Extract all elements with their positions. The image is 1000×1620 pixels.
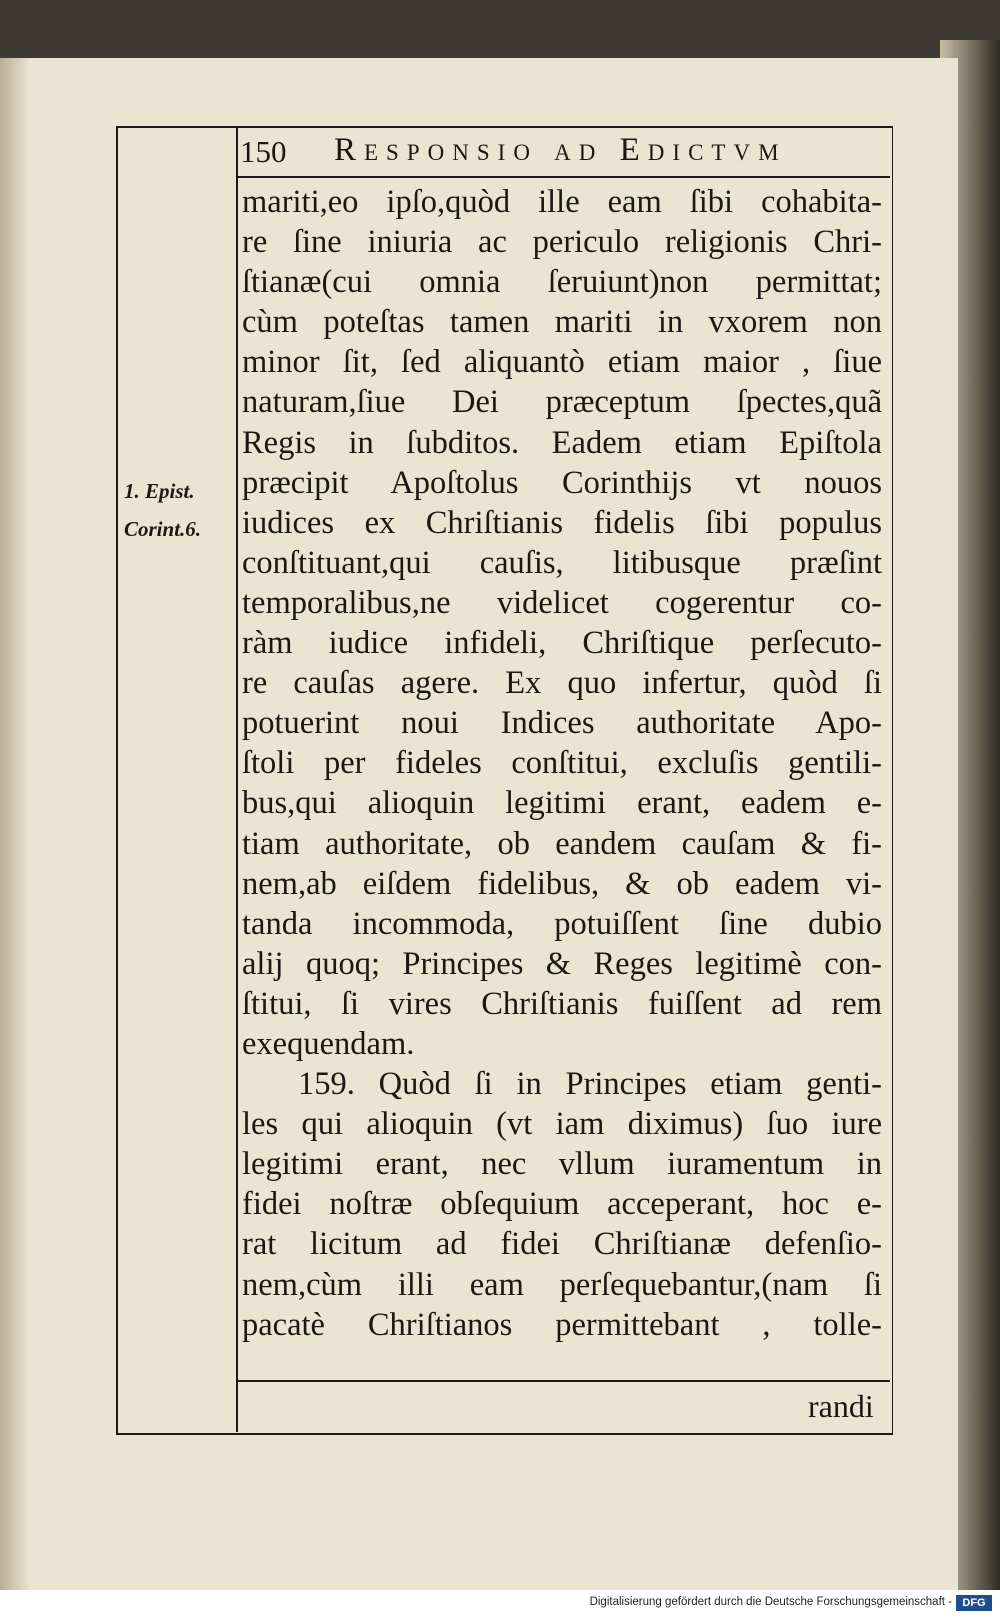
text-line: ràm iudice infideli, Chriſtique perſecuto-	[242, 625, 882, 662]
text-line: minor ſit, ſed aliquantò etiam maior , ſiue	[242, 344, 882, 381]
text-line: alij quoq; Principes & Reges legitimè con-	[242, 945, 882, 982]
text-line: iudices ex Chriſtianis fidelis ſibi populus	[242, 504, 882, 541]
gutter-shadow	[0, 58, 30, 1590]
text-line: conſtituant,qui cauſis, litibusque præſint	[242, 544, 882, 581]
marginal-note-line: Corint.6.	[124, 517, 202, 541]
text-line: naturam,ſiue Dei præceptum ſpectes,quã	[242, 384, 882, 421]
dfg-logo: DFG	[956, 1595, 992, 1611]
text-line: re ſine iniuria ac periculo religionis Chri-	[242, 224, 882, 261]
text-line: legitimi erant, nec vllum iuramentum in	[242, 1146, 882, 1183]
text-line: nem,cùm illi eam perſequebantur,(nam ſi	[242, 1266, 882, 1303]
text-line: exequendam.	[242, 1025, 415, 1062]
text-line: ſtitui, ſi vires Chriſtianis fuiſſent ad rem	[242, 985, 882, 1022]
running-head	[238, 128, 888, 174]
text-line: re cauſas agere. Ex quo infertur, quòd ſi	[242, 665, 882, 702]
text-line: les qui alioquin (vt iam diximus) ſuo iure	[242, 1106, 882, 1143]
digitization-credit: Digitalisierung gefördert durch die Deutsche Forschungsgemeinschaft -	[589, 1596, 952, 1608]
text-line-paragraph-start: 159. Quòd ſi in Principes etiam genti-	[298, 1066, 882, 1103]
marginal-note-line: 1. Epist.	[124, 479, 195, 503]
text-line: tiam authoritate, ob eandem cauſam & fi-	[242, 825, 882, 862]
text-line: ſtoli per fideles conſtitui, excluſis gentili-	[242, 745, 882, 782]
marginal-note	[124, 472, 234, 548]
text-line: temporalibus,ne videlicet cogerentur co-	[242, 584, 882, 621]
text-line: præcipit Apoſtolus Corinthijs vt nouos	[242, 464, 882, 501]
body-text	[242, 182, 882, 1345]
header-rule	[236, 176, 890, 178]
text-line: mariti,eo ipſo,quòd ille eam ſibi cohabita-	[242, 184, 882, 220]
page-number: 150	[240, 134, 287, 169]
text-line: pacatè Chriſtianos permittebant , tolle-	[242, 1306, 882, 1343]
text-line: potuerint noui Indices authoritate Apo-	[242, 705, 882, 742]
margin-column-rule	[236, 126, 238, 1432]
footer-rule	[236, 1380, 890, 1382]
running-title: Responsio ad Edictvm	[334, 132, 787, 168]
text-line: ſtianæ(cui omnia ſeruiunt)non permittat;	[242, 264, 882, 301]
text-line: bus,qui alioquin legitimi erant, eadem e-	[242, 785, 882, 822]
text-line: fidei noſtræ obſequium acceperant, hoc e-	[242, 1186, 882, 1223]
text-line: tanda incommoda, potuiſſent ſine dubio	[242, 905, 882, 942]
text-line: Regis in ſubditos. Eadem etiam Epiſtola	[242, 424, 882, 461]
catchword: randi	[808, 1388, 874, 1424]
text-line: rat licitum ad fidei Chriſtianæ defenſio-	[242, 1226, 882, 1263]
text-line: nem,ab eiſdem fidelibus, & ob eadem vi-	[242, 865, 882, 902]
text-line: cùm poteſtas tamen mariti in vxorem non	[242, 304, 882, 341]
